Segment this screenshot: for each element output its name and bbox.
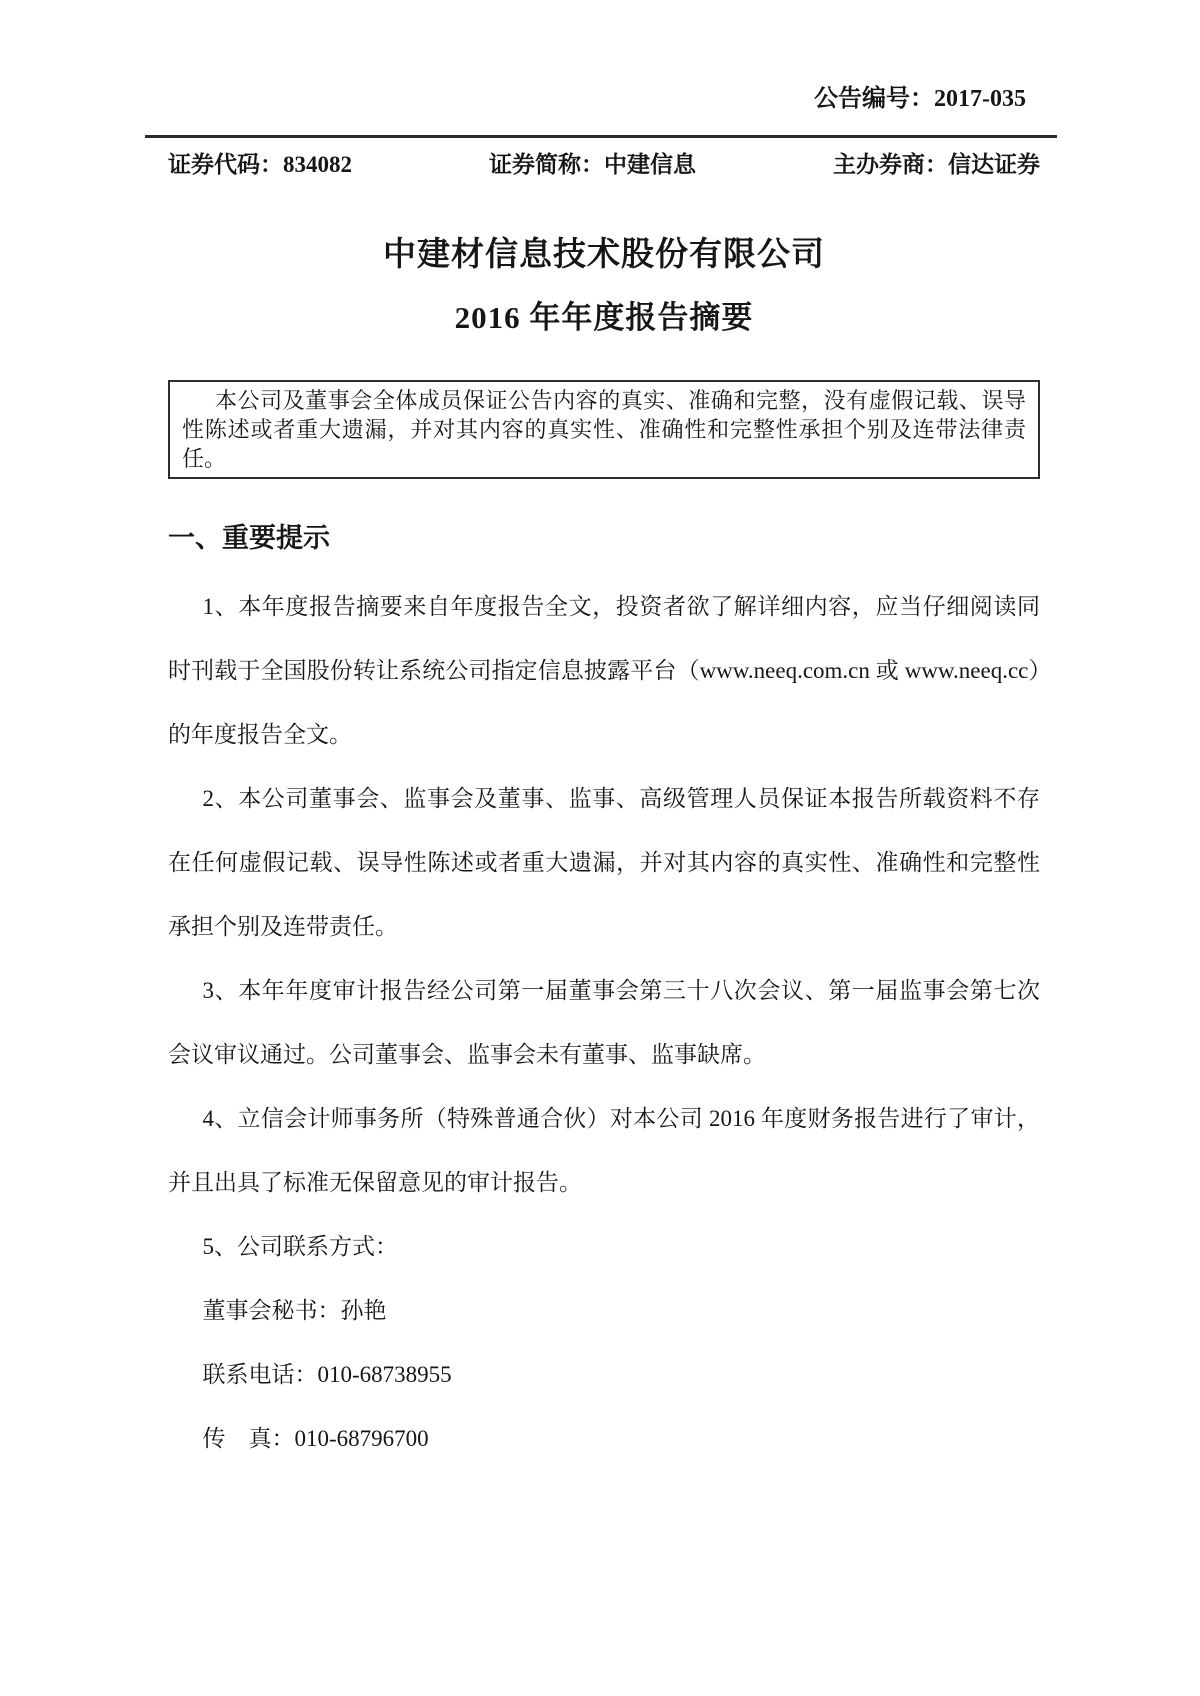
paragraph-5-contact-info-label: 5、公司联系方式：	[202, 1234, 398, 1259]
announcement-number: 公告编号：2017-035	[814, 86, 1026, 112]
contact-phone: 联系电话：010-68738955	[202, 1362, 452, 1387]
company-title: 中建材信息技术股份有限公司	[383, 237, 825, 273]
stock-short-name: 证券简称：中建信息	[489, 152, 696, 177]
section-body	[168, 575, 1040, 1471]
section-heading-important-notice: 一、重要提示	[168, 523, 330, 553]
stock-code: 证券代码：834082	[168, 152, 352, 177]
paragraph-4-auditor-opinion: 4、立信会计师事务所（特殊普通合伙）对本公司 2016 年度财务报告进行了审计，并且出具了标准无保留意见的审计报告。	[168, 1106, 1040, 1195]
paragraph-3-audit-approval: 3、本年年度审计报告经公司第一届董事会第三十八次会议、第一届监事会第七次会议审议通过。公司董事会、监事会未有董事、监事缺席。	[168, 978, 1040, 1067]
paragraph-1-report-summary: 1、本年度报告摘要来自年度报告全文，投资者欲了解详细内容，应当仔细阅读同时刊载于全国股份转让系统公司指定信息披露平台（www.neeq.com.cn 或 www.neeq.cc）的年度报告全文。	[168, 594, 1040, 747]
sponsor-broker: 主办券商：信达证券	[833, 152, 1040, 177]
securities-header	[168, 150, 1040, 180]
contact-board-secretary: 董事会秘书：孙艳	[202, 1298, 387, 1323]
contact-fax: 传 真：010-68796700	[202, 1426, 429, 1451]
disclaimer-box	[168, 380, 1040, 479]
paragraph-2-board-guarantee: 2、本公司董事会、监事会及董事、监事、高级管理人员保证本报告所载资料不存在任何虚假记载、误导性陈述或者重大遗漏，并对其内容的真实性、准确性和完整性承担个别及连带责任。	[168, 786, 1040, 939]
report-subtitle: 2016 年年度报告摘要	[454, 300, 754, 335]
disclaimer-text: 本公司及董事会全体成员保证公告内容的真实、准确和完整，没有虚假记载、误导性陈述或者重大遗漏，并对其内容的真实性、准确性和完整性承担个别及连带法律责任。	[182, 388, 1026, 471]
header-rule	[145, 135, 1057, 138]
